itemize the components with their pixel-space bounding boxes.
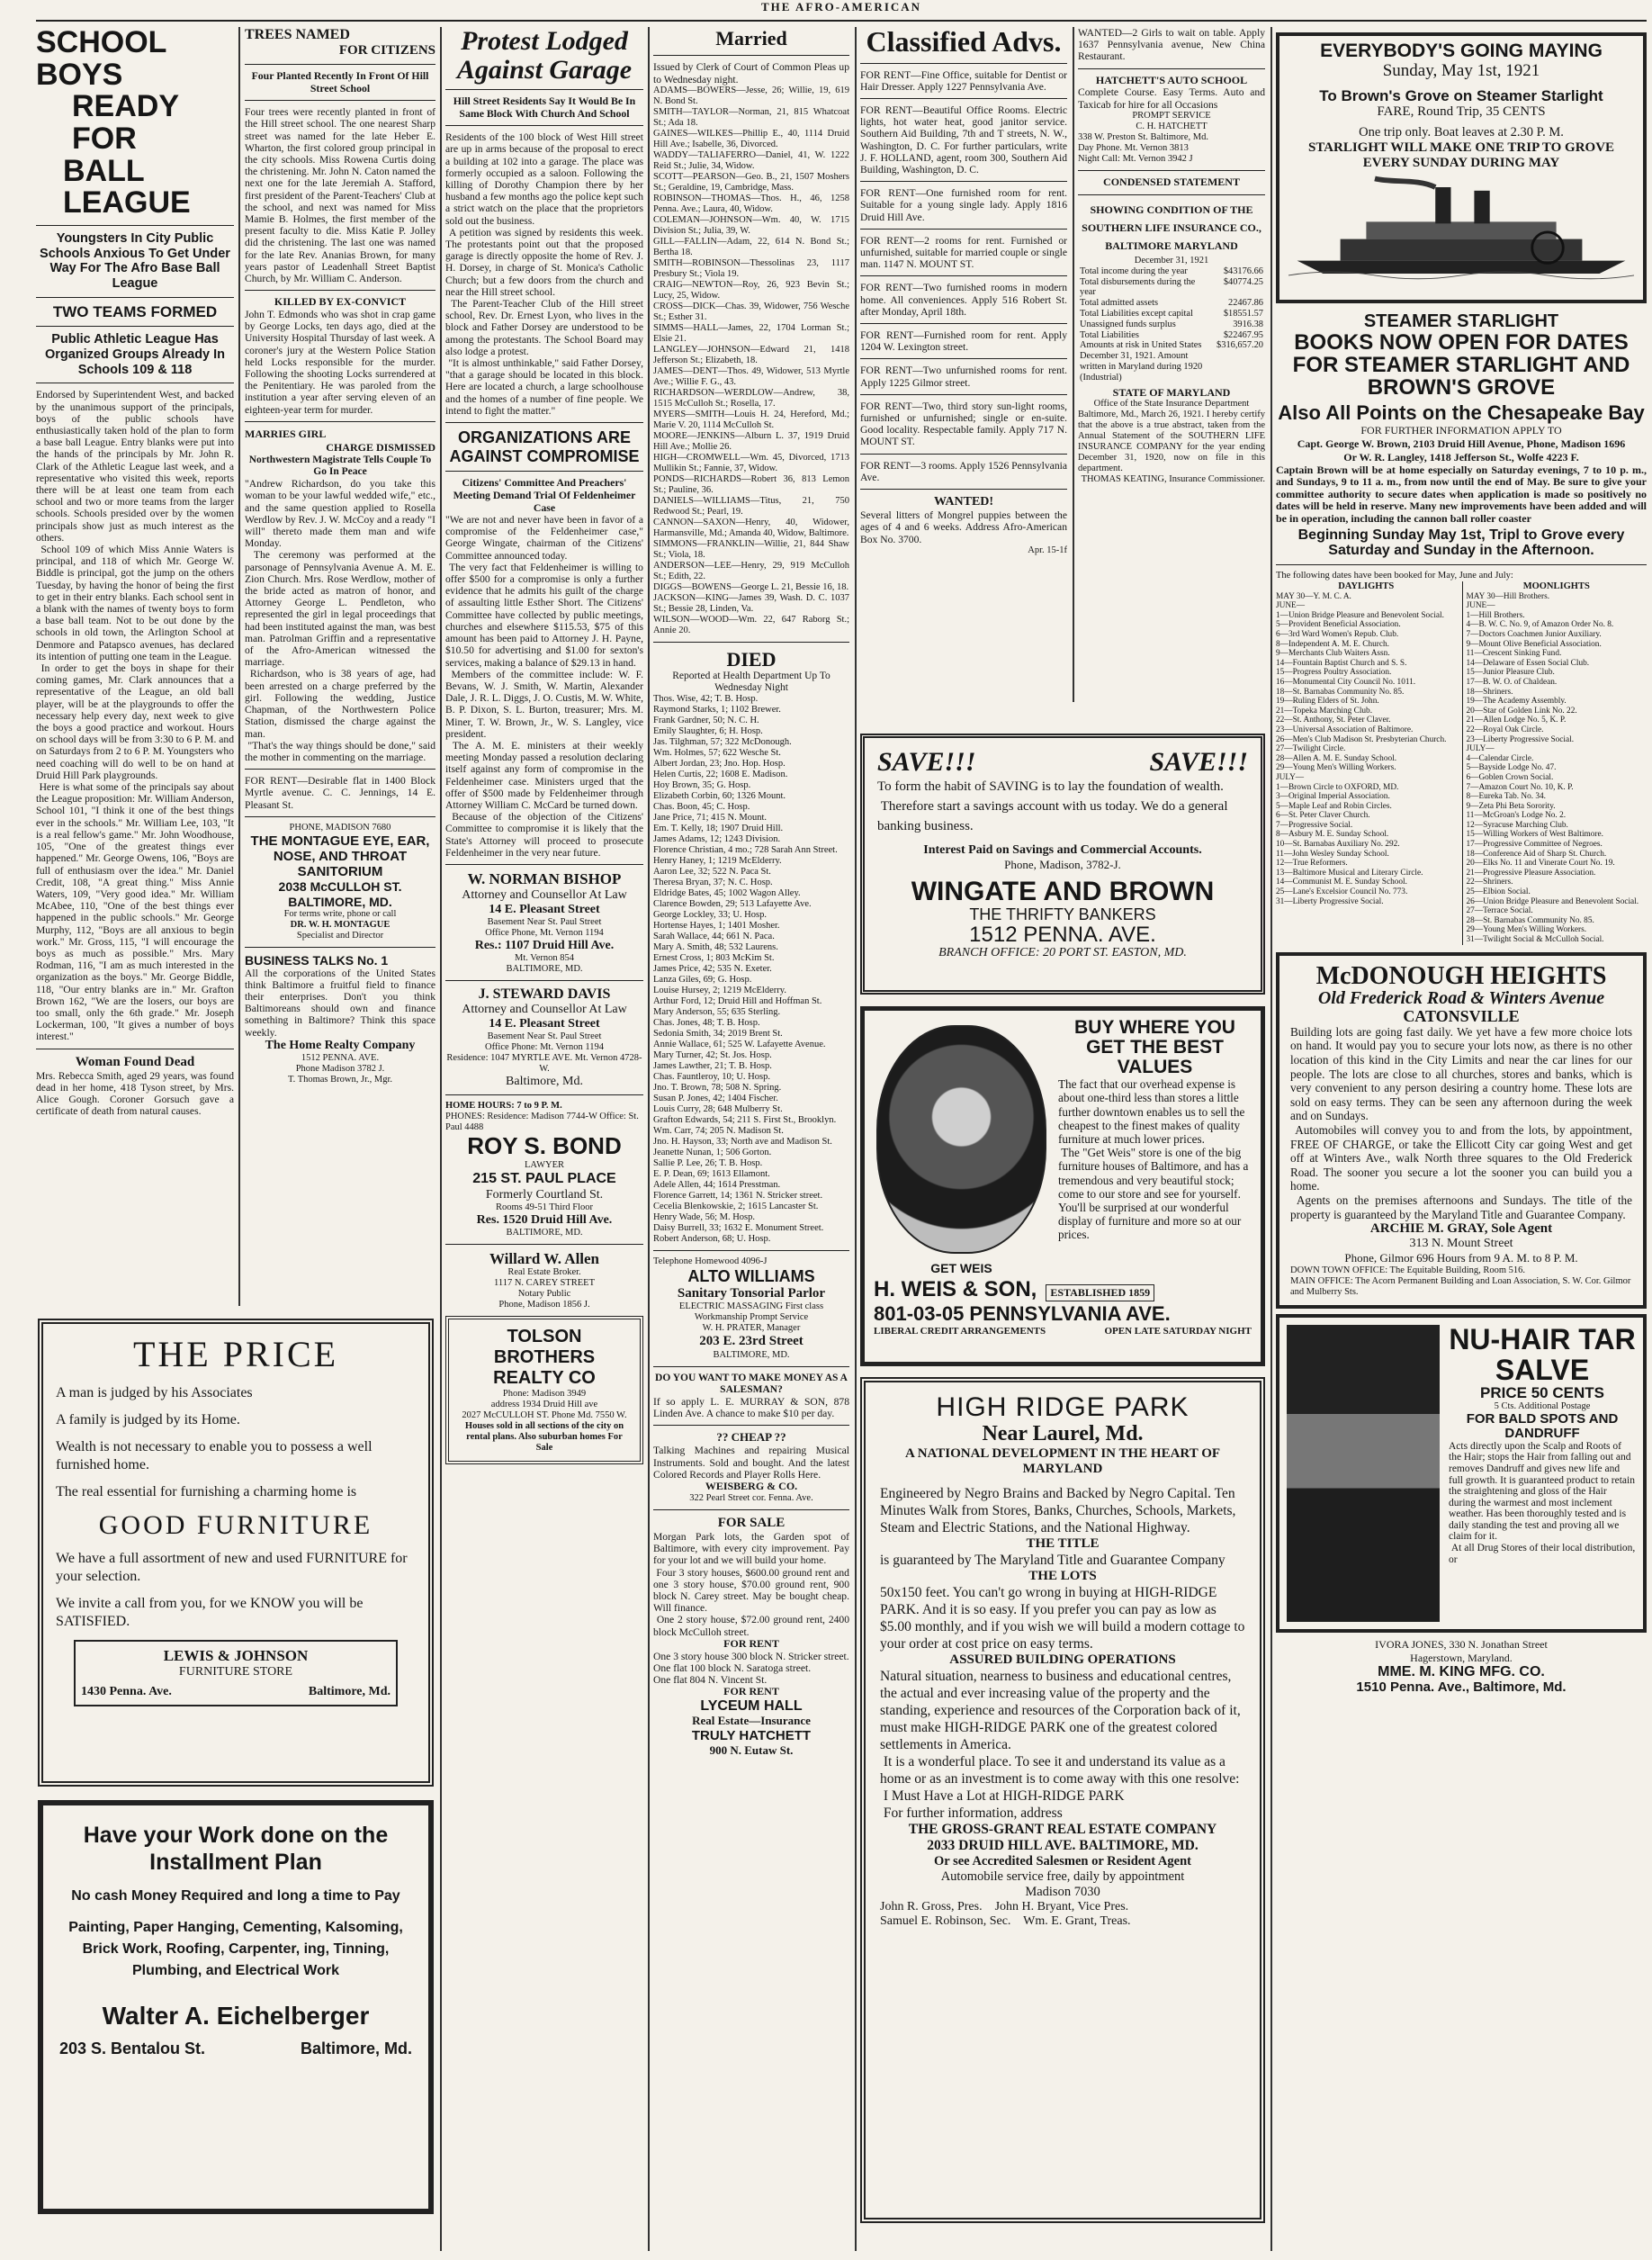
- gross-grant-or: Or see Accredited Salesmen or Resident Agent: [934, 1853, 1191, 1868]
- steamer-also: Also All Points on the Chesapeake Bay: [1278, 401, 1645, 425]
- table-row: Unassigned funds surplus 3916.38: [1080, 319, 1263, 329]
- statement-certify: Baltimore, Md., March 26, 1921. I hereby certify that the above is a true abstract, taken from the Annual Statement of the SOUTHERN LIFE INSURANCE COMPANY for the year ending December 31, 1920, now on file in this department.: [1078, 410, 1268, 474]
- eichelberger-name: Walter A. Eichelberger: [102, 2002, 370, 2030]
- statement-table: [1078, 266, 1265, 383]
- weis-headline: BUY WHERE YOU GET THE BEST VALUES: [1074, 1017, 1235, 1078]
- maying-will: STARLIGHT WILL MAKE ONE TRIP TO GROVE: [1307, 140, 1615, 155]
- alto-title: Sanitary Tonsorial Parlor: [677, 1286, 826, 1301]
- mcdonough-sub: Old Frederick Road & Winters Avenue: [1317, 988, 1605, 1008]
- died-intro: Reported at Health Department Up To Wednesday Night: [672, 671, 830, 694]
- bishop-title: Attorney and Counsellor At Law: [462, 887, 627, 902]
- died-list: Thos. Wise, 42; T. B. Hosp. Raymond Starks, 1; 1102 Brewer. Frank Gardner, 50; N. C. H. Emily Slaughter, 6; H. Hosp. Jas. Tilghman, 57; 322 McDonough. Wm. Holmes, 57; 622 Wesche St. Albert Jordan, 23; Jno. Hop. Hosp. Helen Curtis, 22; 1608 E. Madison. Hoy Brown, 35; G. Hosp. Elizabeth Corbin, 60; 1326 Mount. Chas. Boon, 45; C. Hosp. Jane Price, 71; 415 N. Mount. Em. T. Kelly, 18; 1907 Druid Hill. James Adams, 12; 1243 Division. Florence Christian, 4 mo.; 728 Sarah Ann Street. Henry Haney, 1; 1219 McElderry. Aaron Lee, 32; 522 N. Paca St. Theresa Bryan, 37; N. C. Hosp. Eldridge Bates, 45; 1002 Wagon Alley. Clarence Bowden, 29; 513 Lafayette Ave. George Lockley, 33; U. Hosp. Hortense Hayes, 1; 1401 Mosher. Sarah Wallace, 44; 661 N. Paca. Mary A. Smith, 48; 532 Laurens. Ernest Cross, 1; 803 McKim St. James Price, 42; 535 N. Exeter. Lanza Giles, 69; G. Hosp. Louise Hursey, 2; 1219 McElderry. Arthur Ford, 12; Druid Hill and Hoffman St. Mary Anderson, 55; 635 Sterling. Chas. Jones, 48; T. B. Hosp. Sedonia Smith, 34; 2019 Brent St. Annie Wallace, 61; 525 W. Lafayette Avenue. Mary Turner, 42; St. Jos. Hosp. James Lawther, 21; T. B. Hosp. Chas. Fauntleroy, 10; U. Hosp. Jno. T. Brown, 78; 508 N. Spring. Susan P. Jones, 42; 1404 Fischer. Louis Curry, 28; 648 Mulberry St. Grafton Edwards, 54; 211 S. First St., Brooklyn. Wm. Carr, 74; 205 N. Madison St. Jno. H. Hayson, 33; North ave and Madison St. Jeanette Nunan, 1; 506 Gorton. Sallie P. Lee, 26; T. B. Hosp. E. P. Dean, 69; 1613 Ellamont. Adele Allen, 44; 1614 Presstman. Florence Garrett, 14; 1361 N. Stricker street. Cecelia Blenkowskie, 2; 1615 Lancaster St. Henry Wade, 56; M. Hosp. Daisy Burrell, 33; 1632 E. Monument Street. Robert Anderson, 68; U. Hosp.: [653, 694, 838, 1245]
- nu-hair-body: Acts directly upon the Scalp and Roots of the Hair; stops the Hair from falling out and removes Dandruff and gives new life and full growth. It is guaranteed product to retain the straightening and gloss of the Hair during the warmest and most inclement weather. Has been thoroughly tested and is daily standing the test and proving all we claim for it. At all Drug Stores of their local distribution, or: [1449, 1440, 1636, 1565]
- steamer-begin: Beginning Sunday May 1st, Tripl to Grove every Saturday and Sunday in the Afternoon.: [1297, 527, 1625, 558]
- classified-ad: FOR RENT—Fine Office, suitable for Dentist or Hair Dresser. Apply 1227 Pennsylvania Ave.: [860, 68, 1070, 93]
- allen-notary: Notary Public: [517, 1289, 571, 1300]
- marries-deck: Northwestern Magistrate Tells Couple To Go In Peace: [248, 454, 432, 478]
- alto-city: BALTIMORE, MD.: [713, 1349, 790, 1360]
- tolson-name: TOLSON BROTHERS REALTY CO: [493, 1327, 596, 1389]
- hatchett-service: PROMPT SERVICE: [1132, 110, 1211, 121]
- bishop-address: 14 E. Pleasant Street: [489, 902, 600, 916]
- bond-hours: HOME HOURS: 7 to 9 P. M.: [445, 1101, 562, 1112]
- good-furniture: GOOD FURNITURE: [98, 1510, 373, 1540]
- davis-name: J. STEWARD DAVIS: [478, 986, 611, 1002]
- save-phone: Phone, Madison, 3782-J.: [1004, 858, 1121, 872]
- mcdonough-headline: McDONOUGH HEIGHTS: [1315, 961, 1607, 990]
- organizations-deck: Citizens' Committee And Preachers' Meeting Demand Trial Of Feldenheimer Case: [453, 476, 636, 514]
- price-line: A family is judged by its Home.: [56, 1412, 240, 1427]
- woman-portrait: [1287, 1325, 1440, 1622]
- tolson-ad: [445, 1316, 643, 1464]
- mcdonough-town: CATONSVILLE: [1403, 1007, 1520, 1025]
- high-ridge-p4: Natural situation, nearness to business and educational centres, the actual and ever increasing value of the property and the standing, experience and resources of the Corporation back of it, must make HIGH-RIDGE PARK one of the greatest colored settlements in America. It is a wonderful place. To see it and understand its value as a home or as an investment is to come away with this one resolve: I Must Have a Lot at HIGH-RIDGE PARK For further information, address: [880, 1669, 1241, 1822]
- davis-title: Attorney and Counsellor At Law: [462, 1003, 627, 1017]
- marries-headline: MARRIES GIRL: [245, 427, 327, 440]
- nu-hair-price: PRICE 50 CENTS: [1480, 1384, 1604, 1402]
- hatchett-day-phone: Day Phone. Mt. Vernon 3813: [1078, 142, 1189, 153]
- home-realty-phone: Phone Madison 3782 J.: [295, 1063, 385, 1074]
- bishop-residence: Res.: 1107 Druid Hill Ave.: [474, 938, 615, 952]
- mcdonough-address: 313 N. Mount Street: [1409, 1237, 1513, 1251]
- steamer-body: Captain Brown will be at home especially on Saturday evenings, 7 to 10 p. m., and Sundays, 9 to 11 a. m., from now until the end of May. Be sure to give your committee authority to secure dates when application is made so positively no dates will be held in reserve. Many new improvements have been added and will be in operation, including the cannon ball roller coaster: [1276, 463, 1649, 525]
- weisberg-name: WEISBERG & CO.: [705, 1480, 798, 1493]
- home-realty-address: 1512 PENNA. AVE.: [301, 1052, 380, 1063]
- mcdonough-agent: ARCHIE M. GRAY, Sole Agent: [1369, 1221, 1553, 1237]
- classified-ad: FOR RENT—Beautiful Office Rooms. Electric lights, hot water heat, good janitor service. Southern Aid Building, 7th and T streets, N. W., Washington, D. C. For further particulars, write J. F. HOLLAND, agent, room 300, Southern Aid Building, Washington, D. C.: [860, 104, 1070, 176]
- trees-headline: TREES NAMED: [245, 27, 350, 42]
- alto-manager: W. H. PRATER, Manager: [702, 1323, 801, 1334]
- school-boys-deck: Youngsters In City Public Schools Anxious To Get Under Way For The Afro Base Ball League: [40, 231, 230, 292]
- lyceum-sub: Real Estate—Insurance: [692, 1714, 811, 1728]
- hatchett-night-phone: Night Call: Mt. Vernon 3942 J: [1078, 153, 1193, 164]
- mcdonough-downtown: DOWN TOWN OFFICE: The Equitable Building, Room 516.: [1290, 1265, 1526, 1276]
- woman-found-dead-article: Mrs. Rebecca Smith, aged 29 years, was found dead in her home, 418 Tyson street, by Mrs. Alice Gough. Coroner Gorsuch gave a certificate of death from natural causes.: [36, 1069, 237, 1118]
- wanted-body: Several litters of Mongrel puppies between the ages of 4 and 6 weeks. Address Afro-American Box No. 3700.: [860, 509, 1070, 545]
- nu-hair-ad: [1276, 1314, 1647, 1633]
- store-name: LEWIS & JOHNSON: [163, 1647, 309, 1664]
- for-rent-flat: FOR RENT—Desirable flat in 1400 Block Myrtle avenue. C. C. Jennings, 14 E. Pleasant St.: [245, 775, 438, 811]
- maying-every: EVERY SUNDAY DURING MAY: [1362, 155, 1560, 170]
- high-ridge-sub: Near Laurel, Md.: [982, 1421, 1144, 1445]
- save-branch: BRANCH OFFICE: 20 PORT ST. EASTON, MD.: [938, 945, 1187, 959]
- protest-headline: Protest Lodged Against Garage: [456, 26, 633, 85]
- high-ridge-p3: 50x150 feet. You can't go wrong in buying at HIGH-RIDGE PARK. And it is so easy. If you prefer you can pay as low as $5.00 monthly, and if you wish we will build a modern cottage to your order at cost price on easy terms.: [880, 1585, 1245, 1652]
- classified-ad: FOR RENT—2 rooms for rent. Furnished or unfurnished, suitable for married couple or single man. 1147 N. MOUNT ST.: [860, 234, 1070, 271]
- lyceum-address: 900 N. Eutaw St.: [709, 1742, 794, 1757]
- gross-grant-phone: Madison 7030: [1025, 1884, 1100, 1899]
- mcdonough-ad: [1276, 952, 1647, 1310]
- classified-ad: FOR RENT—Two unfurnished rooms for rent. Apply 1225 Gilmor street.: [860, 365, 1070, 389]
- moonlights-head: MOONLIGHTS: [1522, 581, 1590, 591]
- wingate-brown-name: WINGATE AND BROWN: [911, 877, 1215, 907]
- marries-article: "Andrew Richardson, do you take this woman to be your lawful wedded wife," etc., and the same question applied to Rosella Werdlow by Rev. J. W. McCoy and a ready "I will" thereto made them man and wife Monday. The ceremony was performed at the parsonage of Pennsylvania Avenue A. M. E. Zion Church. Mrs. Rose Werdlow, mother of the bride acted as matron of honor, and Attorney George L. Pendleton, who represented the girl in legal proceedings that had been instituted against the man, was best man. Patrolman Griffin and a representative of the Afro-American witnessed the marriage. Richardson, who is 38 years of age, had been arrested on a charge preferred by the girl. Following the wedding, Justice Chapman, of the Northwestern Police Station, dismissed the charge against the man. "That's the way things should be done," said the mother in commenting on the marriage.: [245, 478, 435, 763]
- steamer-captain: Capt. George W. Brown, 2103 Druid Hill Avenue, Phone, Madison 1696: [1297, 437, 1626, 450]
- trees-article: Four trees were recently planted in front of the Hill street school. The one nearest Sharp street was named for the late Heber E. Wharton, the first colored group principal in the city schools. Miss Rowena Curtis doing the christening. Mr. John N. Caton named the next one for the late Jeremiah A. Stafford, first president of the Parent-Teachers' Club at the school, and next was named for Miss Mamie B. Holmes, the first member of the present faculty to die. Miss Katie P. Jolley did the christening. The last one was named for the late Rev. Ananias Brown, for many years pastor of Leadenhall Street Baptist Church, by Mr. William C. Anderson.: [245, 106, 438, 284]
- statement-signature: THOMAS KEATING, Insurance Commissioner.: [1081, 474, 1265, 485]
- classified-ad: FOR RENT—Two, third story sun-light rooms, furnished or unfurnished; single or en-suite. Good locality. Respectable family. Apply 717 N. MOUNT ST.: [860, 400, 1070, 448]
- price-line: We have a full assortment of new and used FURNITURE for your selection.: [56, 1551, 408, 1584]
- dates-intro: The following dates have been booked for May, June and July:: [1276, 570, 1513, 581]
- gross-grant-name: THE GROSS-GRANT REAL ESTATE COMPANY: [908, 1822, 1217, 1838]
- daylights-list: MAY 30—Y. M. C. A. JUNE— 1—Union Bridge Pleasure and Benevolent Social. 5—Provident Beneficial Association. 6—3rd Ward Women's Repub. Club. 8—Independent A. M. E. Church. 9—Merchants Club Waiters Assn. 14—Fountain Baptist Church and S. S. 15—Progress Poultry Association. 16—Monumental City Council No. 1011. 18—St. Barnabas Community No. 85. 19—Ruling Elders of St. John. 21—Topeka Marching Club. 22—St. Anthony, St. Peter Claver. 23—Universal Association of Baltimore. 26—Men's Club Madison St. Presbyterian Church. 27—Twilight Circle. 28—Allen A. M. E. Sunday School. 29—Young Men's Willing Workers. JULY— 1—Brown Circle to OXFORD, MD. 3—Original Imperial Association. 5—Maple Leaf and Robin Circles. 6—St. Peter Claver Church. 7—Progressive Social. 8—Asbury M. E. Sunday School. 10—St. Barnabas Auxiliary No. 292. 11—John Wesley Sunday School. 12—True Reformers. 13—Baltimore Musical and Literary Circle. 14—Communist M. E. Sunday School. 25—Lane's Excelsior Council No. 773. 31—Liberty Progressive Social.: [1276, 591, 1447, 906]
- business-talks-body: All the corporations of the United States think Baltimore a fruitful field to finance their enterprises. Don't you think Baltimoreans should own and finance something in Baltimore? Think this space weekly.: [245, 967, 438, 1039]
- column-7: [1276, 27, 1647, 2251]
- table-row: Total income during the year $43176.66: [1080, 266, 1263, 276]
- mcdonough-main: MAIN OFFICE: The Acorn Permanent Building and Loan Association, S. W. Cor. Gilmor and Mulberry Sts.: [1290, 1276, 1631, 1298]
- salesman-headline: DO YOU WANT TO MAKE MONEY AS A SALESMAN?: [655, 1372, 848, 1395]
- wanted-date: Apr. 15-1f: [1028, 545, 1067, 555]
- cheap-headline: ?? CHEAP ??: [716, 1430, 786, 1445]
- lyceum-name: LYCEUM HALL: [700, 1698, 803, 1715]
- table-row: Amounts at risk in United States December 31, 1921. Amount written in Maryland during 1920 (Industrial) $316,657.20: [1080, 340, 1263, 383]
- statement-show: SHOWING CONDITION OF THE SOUTHERN LIFE INSURANCE CO., BALTIMORE MARYLAND: [1082, 203, 1261, 253]
- weis-established: ESTABLISHED 1859: [1046, 1284, 1154, 1301]
- montague-city: BALTIMORE, MD.: [288, 894, 392, 909]
- the-price-title: THE PRICE: [132, 1334, 339, 1374]
- nu-hair-for: FOR BALD SPOTS AND DANDRUFF: [1466, 1411, 1619, 1441]
- bond-former: Formerly Courtland St.: [485, 1187, 604, 1202]
- gross-grant-auto: Automobile service free, daily by appointment: [940, 1868, 1185, 1884]
- price-line: The real essential for furnishing a charming home is: [56, 1484, 357, 1499]
- moonlights-list: MAY 30—Hill Brothers. JUNE— 1—Hill Brothers. 4—B. W. C. No. 9, of Amazon Order No. 8. 7—Doctors Coachmen Junior Auxiliary. 9—Mount Olive Beneficial Association. 11—Crescent Sinking Fund. 14—Delaware of Essen Social Club. 15—Junior Pleasure Club. 17—B. W. O. of Chaldean. 18—Shriners. 19—The Academy Assembly. 20—Star of Golden Link No. 22. 21—Allen Lodge No. 5, K. P. 22—Royal Oak Circle. 23—Liberty Progressive Social. JULY— 4—Calendar Circle. 5—Bayside Lodge No. 47. 6—Goblen Crown Social. 7—Amazon Court No. 10, K. P. 8—Eureka Tab. No. 34. 9—Zeta Phi Beta Sorority. 11—McGroan's Lodge No. 2. 12—Syracuse Marching Club. 15—Willing Workers of West Baltimore. 17—Progressive Committee of Negroes. 18—Conference Aid of Sharp St. Church. 20—Elks No. 11 and Vinerate Court No. 19. 21—Progressive Pleasure Association. 22—Shriners. 25—Elbion Social. 26—Union Bridge Pleasure and Benevolent Social. 27—Terrace Social. 28—St. Barnabas Community No. 85. 29—Young Men's Willing Workers. 31—Twilight Social & McCulloh Social.: [1466, 591, 1639, 945]
- trees-subhead: FOR CITIZENS: [338, 43, 435, 58]
- protest-deck: Hill Street Residents Say It Would Be In Same Block With Church And School: [453, 95, 636, 120]
- price-line: Wealth is not necessary to enable you to possess a well furnished home.: [56, 1439, 373, 1472]
- price-line: We invite a call from you, for we KNOW you will be SATISFIED.: [56, 1596, 364, 1629]
- bond-address: 215 ST. PAUL PLACE: [472, 1171, 616, 1187]
- trees-deck: Four Planted Recently In Front Of Hill Street School: [251, 69, 429, 95]
- classified-ad: FOR RENT—One furnished room for rent. Suitable for a young single lady. Apply 1816 Druid Hill Ave.: [860, 187, 1070, 223]
- married-list: ADAMS—BOWERS—Jesse, 26; Willie, 19, 619 N. Bond St. SMITH—TAYLOR—Norman, 21, 815 Whatcoat St.; Ada 18. GAINES—WILKES—Phillip E., 40, 1114 Druid Hill Ave.; Isabelle, 36, Divorced. WADDY—TALIAFERRO—Daniel, 41, W. 1222 Reid St.; Julie, 34, Widow. SCOTT—PEARSON—Geo. B., 21, 1507 Moshers St.; Geraldine, 19, Cambridge, Mass. ROBINSON—THOMAS—Thos. H., 46, 1258 Penna. Ave.; Laura, 40, Widow. COLEMAN—JOHNSON—Wm. 40, W. 1715 Division St.; Julia, 39, W. GILL—FALLIN—Adam, 22, 614 N. Bond St.; Bertha 18. SMITH—ROBINSON—Thessolinas 23, 1117 Presbury St.; Viola 19. CRAIG—NEWTON—Roy, 26, 923 Bevin St.; Lucy, 25, Widow. CROSS—DICK—Chas. 39, Widower, 756 Wesche St.; Esther 31. SIMMS—HALL—James, 22, 1704 Lorman St.; Elsie 21. LANGLEY—JOHNSON—Edward 21, 1418 Jefferson St.; Elizabeth, 18. JAMES—DENT—Thos. 49, Widower, 513 Myrtle Ave.; Willie F. G., 43. RICHARDSON—WERDLOW—Andrew, 38, 1515 McCulloh St.; Rosella, 17. MYERS—SMITH—Louis H. 24, Hereford, Md.; Marie V. 20, 1114 McCulloh St. MOORE—JENKINS—Alburn L. 37, 1919 Druid Hill Ave.; Mollie 26. HIGH—CROMWELL—Wm. 45, Divorced, 1713 Mullikin St.; Fannie, 37, Widow. PONDS—RICHARDS—Robert 36, 813 Lemon St.; Pauline, 36. DANIELS—WILLIAMS—Titus, 21, 750 Redwood St.; Pearl, 19. CANNON—SAXON—Henry, 40, Widower, Harmansville, Md.; Amanda 40, Widow, Baltimore. SIMMONS—FRANKLIN—Willie, 21, 844 Shaw St.; Viola, 18. ANDERSON—LEE—Henry, 29, 919 McCulloh St.; Edith, 22. DIGGS—BOWENS—George L. 21, Bessie 16, 18. JACKSON—KING—James 39, Wash. D. C. 1037 St.; Bessie 28, Linden, Va. WILSON—WOOD—Wm. 22, 647 Raborg St.; Annie 20.: [653, 85, 849, 635]
- statement-state: STATE OF MARYLAND: [1112, 385, 1231, 399]
- athletic-league-deck: Public Athletic League Has Organized Groups Already In Schools 109 & 118: [44, 332, 226, 377]
- price-line: A man is judged by his Associates: [56, 1385, 253, 1400]
- thrifty-bankers: THE THRIFTY BANKERS: [969, 905, 1156, 923]
- bond-phones: PHONES: Residence: Madison 7744-W Office: St. Paul 4488: [445, 1112, 639, 1133]
- alto-phone: Telephone Homewood 4096-J: [653, 1256, 768, 1267]
- bishop-city: BALTIMORE, MD.: [506, 963, 583, 974]
- business-talks-headline: BUSINESS TALKS No. 1: [245, 952, 389, 968]
- bishop-residence-phone: Mt. Vernon 854: [514, 952, 574, 963]
- high-ridge-lots: THE LOTS: [1028, 1568, 1097, 1583]
- weis-open-late: OPEN LATE SATURDAY NIGHT: [1104, 1326, 1252, 1337]
- woman-found-dead-headline: Woman Found Dead: [75, 1054, 195, 1069]
- maying-to: To Brown's Grove on Steamer Starlight: [1319, 87, 1603, 105]
- bond-name: ROY S. BOND: [467, 1132, 622, 1160]
- lyceum-agent: TRULY HATCHETT: [691, 1728, 812, 1744]
- save-interest: Interest Paid on Savings and Commercial Accounts.: [923, 843, 1202, 858]
- weisberg-address: 322 Pearl Street cor. Fenna. Ave.: [689, 1492, 813, 1503]
- weis-credit: LIBERAL CREDIT ARRANGEMENTS: [874, 1326, 1046, 1337]
- killed-article: John T. Edmonds who was shot in crap game by George Locks, ten days ago, died at the University Hospital Thursday of last week. A coroner's jury at the Western Police Station held Locks responsible for the murder. Following the shooting Locks surrendered at the Penitentiary. He was paroled from the institution a year after serving eleven of an eighteen-year term for murder.: [245, 308, 438, 416]
- nu-hair-headline: NU-HAIR TAR SALVE: [1449, 1323, 1636, 1386]
- alto-name: ALTO WILLIAMS: [687, 1267, 815, 1286]
- installment-services: Painting, Paper Hanging, Cementing, Kalsoming, Brick Work, Roofing, Carpenter, ing, Tinning, Plumbing, and Electrical Work: [68, 1920, 403, 1978]
- davis-residence: Residence: 1047 MYRTLE AVE. Mt. Vernon 4728-W.: [446, 1053, 642, 1075]
- classified-ad: FOR RENT—Furnished room for rent. Apply 1204 W. Lexington street.: [860, 329, 1070, 354]
- lyceum-rent: FOR RENT: [723, 1685, 779, 1698]
- bishop-office-phone: Office Phone, Mt. Vernon 1194: [485, 927, 604, 938]
- column-6: [1078, 27, 1268, 729]
- organizations-headline: ORGANIZATIONS ARE AGAINST COMPROMISE: [449, 428, 640, 465]
- weis-address: 801-03-05 PENNSYLVANIA AVE.: [874, 1302, 1171, 1325]
- save-head-right: SAVE!!!: [1149, 747, 1248, 777]
- maying-fare: FARE, Round Trip, 35 CENTS: [1377, 104, 1546, 119]
- high-ridge-park-ad: [860, 1377, 1265, 2223]
- high-ridge-p2: is guaranteed by The Maryland Title and Guarantee Company: [880, 1552, 1226, 1568]
- daylights-head: DAYLIGHTS: [1338, 581, 1395, 591]
- montague-spec: Specialist and Director: [296, 930, 384, 941]
- high-ridge-assured: ASSURED BUILDING OPERATIONS: [949, 1652, 1176, 1668]
- column-3: [445, 27, 643, 2251]
- maying-trip: One trip only. Boat leaves at 2.30 P. M.: [1359, 124, 1564, 140]
- hatchett-body: Complete Course. Easy Terms. Auto and Taxicab for hire for all Occasions: [1078, 86, 1268, 111]
- eichelberger-address: 203 S. Bentalou St.: [59, 2039, 206, 2057]
- montague-doctor: DR. W. H. MONTAGUE: [290, 919, 391, 930]
- davis-basement: Basement Near St. Paul Street: [487, 1031, 602, 1042]
- lewis-johnson-box: [74, 1640, 398, 1706]
- maying-ad: [1276, 32, 1647, 303]
- nu-hair-address: 1510 Penna. Ave., Baltimore, Md.: [1356, 1679, 1567, 1695]
- wanted-headline: WANTED!: [933, 495, 994, 509]
- steamer-illustration: [1288, 176, 1634, 284]
- steamer-for: FOR STEAMER STARLIGHT AND BROWN'S GROVE: [1292, 353, 1630, 401]
- weis-name: H. WEIS & SON,: [874, 1277, 1037, 1301]
- organizations-article: "We are not and never have been in favor of a compromise of the Feldenheimer case," George Wingate, chairman of the Citizens' Committee announced today. The very fact that Feldenheimer is willing to offer $500 for a compromise is only a further evidence that he admits his guilt of the charge of assaulting little Esther Short. The Citizens' Committee have collected by public meetings, churches and elsewhere $115.53, $75 of this amount has been paid to Attorney J. H. Payne, $10.50 for advertising and $1.00 for sexton's services, making a balance of $29.13 in hand. Members of the committee include: W. F. Bevans, W. J. Smith, W. Martin, Alexander Dale, J. R. L. Diggs, J. O. Custis, M. W. White, B. P. Dixon, S. L. Burton, treasurer; Mrs. M. Miner, T. W. Brown, Jr., W. S. Langley, vice president. The A. M. E. ministers at their weekly meeting Monday passed a resolution declaring itself against any form of compromise in the Feldenheimer case. Ministers urged that the offer of $500 made by Feldenheimer through Attorney William C. McCard be turned down. Because of the objection of the Citizens' Committee to compromise it is likely that the State's Attorney will proceed to prosecute Feldenheimer in the very near future.: [445, 514, 644, 859]
- store-city: Baltimore, Md.: [308, 1685, 391, 1698]
- cheap-body: Talking Machines and repairing Musical Instruments. Sold and bought. And the latest Colored Records and Player Rolls Here.: [653, 1445, 852, 1481]
- classified-headline: Classified Advs.: [866, 25, 1062, 58]
- wanted-girls-ad: WANTED—2 Girls to wait on table. Apply 1637 Pennsylvania avenue, New China Restaurant.: [1078, 27, 1268, 63]
- classified-ad: FOR RENT—Two furnished rooms in modern home. All conveniences. Apply 516 Robert St. after Monday, April 18th.: [860, 282, 1070, 318]
- eichelberger-city: Baltimore, Md.: [300, 2039, 412, 2057]
- home-realty-manager: T. Thomas Brown, Jr., Mgr.: [288, 1074, 392, 1085]
- installment-plan-ad: [38, 1800, 434, 2214]
- steamer-info: FOR FURTHER INFORMATION APPLY TO: [1360, 423, 1562, 437]
- get-weis-badge: GET WEIS: [930, 1261, 992, 1275]
- maying-headline: EVERYBODY'S GOING MAYING: [1320, 41, 1603, 61]
- for-rent-body: One 3 story house 300 block N. Stricker street. One flat 100 block N. Saratoga street. One flat 804 N. Vincent St.: [653, 1650, 849, 1687]
- bond-title: LAWYER: [524, 1160, 565, 1171]
- home-realty-name: The Home Realty Company: [265, 1038, 416, 1052]
- mcdonough-phone: Phone, Gilmor 696 Hours from 9 A. M. to 8 P. M.: [1344, 1251, 1578, 1265]
- killed-headline: KILLED BY EX-CONVICT: [274, 295, 407, 309]
- bond-city: BALTIMORE, MD.: [506, 1227, 583, 1238]
- montague-phone: PHONE, MADISON 7680: [289, 822, 391, 833]
- the-price-ad: [38, 1319, 434, 1787]
- column-5: [860, 25, 1070, 729]
- save-address: 1512 PENNA. AVE.: [969, 922, 1156, 947]
- allen-title: Real Estate Broker.: [507, 1267, 581, 1278]
- gross-grant-officers: John R. Gross, Pres. John H. Bryant, Vice Pres. Samuel E. Robinson, Sec. Wm. E. Grant, Treas.: [880, 1899, 1131, 1928]
- alto-address: 203 E. 23rd Street: [699, 1334, 804, 1349]
- for-sale-body: Morgan Park lots, the Garden spot of Baltimore, with every city improvement. Pay for your lot and we will build your home. Four 3 story houses, $600.00 ground rent and one 3 story house, $70.00 ground rent, 900 block N. Carey street. May be bought cheap. Will finance. One 2 story house, $72.00 ground rent, 2400 block McCulloh street.: [653, 1531, 850, 1638]
- installment-sub: No cash Money Required and long a time to Pay: [71, 1888, 400, 1904]
- hatchett-headline: HATCHETT'S AUTO SCHOOL: [1095, 73, 1248, 86]
- married-intro: Issued by Clerk of Court of Common Pleas up to Wednesday night.: [653, 61, 852, 86]
- marries-subhead: CHARGE DISMISSED: [326, 440, 435, 454]
- weis-body: The fact that our overhead expense is about one-third less than stores a little further downtown enables us to sell the cheapest to the finest makes of quality furniture at much lower prices. The "Get Weis" store is one of the big furniture houses of Baltimore, and has a tremendous and very beautiful stock; come to our store and see for yourself. You'll be surprised at our wonderful display of furniture and more so at our prices.: [1058, 1077, 1249, 1242]
- bond-residence: Res. 1520 Druid Hill Ave.: [476, 1212, 613, 1227]
- allen-address: 1117 N. CAREY STREET: [494, 1278, 595, 1289]
- davis-address: 14 E. Pleasant Street: [489, 1017, 600, 1031]
- montague-address: 2038 McCULLOH ST.: [278, 879, 402, 895]
- allen-phone: Phone, Madison 1856 J.: [498, 1300, 590, 1310]
- davis-office-phone: Office Phone: Mt. Vernon 1194: [485, 1042, 604, 1053]
- installment-title: Have your Work done on the Installment Plan: [83, 1823, 389, 1875]
- protest-article: Residents of the 100 block of West Hill street are up in arms because of the proposal to erect a building at 102 into a garage. The place was formerly occupied as a saloon. Following the killing of Dorothy Champion there by her husband a few months ago the police kept such a strict watch on the place that the proprietors sold out the business. A petition was signed by residents this week. The protestants point out that the proposed garage is directly opposite the home of Rev. J. H. Dorsey, in charge of St. Monica's Catholic Church; but a few doors from the church and near the Hill street school. The Parent-Teacher Club of the Hill street school, Rev. Dr. Ernest Lyon, who lives in the block and Father Dorsey are understood to be among the protestants. The School Board may also lodge a protest. "It is almost unthinkable," said Father Dorsey, "that a garage should be located in this block. Here are located a church, a large schoolhouse and the homes of a number of fine people. We intend to fight the matter.": [445, 131, 644, 417]
- high-ridge-sub2: A NATIONAL DEVELOPMENT IN THE HEART OF MARYLAND: [904, 1446, 1221, 1477]
- two-teams-deck: TWO TEAMS FORMED: [52, 302, 218, 320]
- column-2: [245, 27, 438, 1306]
- davis-city: Baltimore, Md.: [506, 1075, 583, 1089]
- store-address: 1430 Penna. Ave.: [81, 1685, 172, 1698]
- montague-name: THE MONTAGUE EYE, EAR, NOSE, AND THROAT SANITORIUM: [250, 833, 430, 880]
- high-ridge-p1: Engineered by Negro Brains and Backed by Negro Capital. Ten Minutes Walk from Stores, Banks, Churches, Schools, Markets, Steam and Electric Stations, and the National Highway.: [880, 1485, 1236, 1535]
- table-row: Total Liabilities except capital $18551.57: [1080, 308, 1263, 319]
- column-4: [653, 27, 852, 2251]
- bishop-basement: Basement Near St. Paul Street: [487, 916, 602, 927]
- steamer-langley: Or W. R. Langley, 1418 Jefferson St., Wolfe 4223 F.: [1343, 450, 1579, 464]
- tolson-address-2: 2027 McCULLOH ST. Phone Md. 7550 W.: [462, 1410, 627, 1421]
- store-type: FURNITURE STORE: [178, 1665, 293, 1679]
- statement-headline: CONDENSED STATEMENT: [1103, 175, 1240, 188]
- married-headline: Married: [715, 27, 787, 50]
- bond-rooms: Rooms 49-51 Third Floor: [495, 1202, 594, 1212]
- hatchett-name: C. H. HATCHETT: [1136, 121, 1208, 131]
- steamer-books: BOOKS NOW OPEN FOR DATES: [1294, 329, 1629, 355]
- save-head-left: SAVE!!!: [877, 747, 976, 777]
- for-rent-headline: FOR RENT: [723, 1636, 779, 1650]
- died-headline: DIED: [726, 647, 777, 671]
- statement-date: December 31, 1921: [1134, 255, 1209, 266]
- gross-grant-address: 2033 DRUID HILL AVE. BALTIMORE, MD.: [927, 1838, 1199, 1854]
- save-body: To form the habit of SAVING is to lay the foundation of wealth. Therefore start a savings account with us today. We do a general banking business.: [877, 779, 1228, 833]
- table-row: Total Liabilities $22467.95: [1080, 329, 1263, 340]
- table-row: Total admitted assets 22467.86: [1080, 298, 1263, 309]
- tolson-phone: Phone: Madison 3949: [502, 1389, 587, 1400]
- bishop-name: W. NORMAN BISHOP: [467, 869, 622, 887]
- school-boys-article: Endorsed by Superintendent West, and backed by the unanimous support of the principals, boys of the public schools have enthusiastically taken hold of the plan to form a base ball League. Entry blanks were put into the hands of the principals by Mr. John R. Clark of the Athletic League last week, and a representative who visited this week, reports there will be at least one team from each school and two or more teams from the larger schools. Schools presided over by the women principals show just as much interest as the others. School 109 of which Miss Annie Waters is principal, and 118 of which Mr. George W. Biddle is principal, got the jump on the others Tuesday, by having the honor of being the first to get in their entry blanks. Each school sent in a blank with the names of twenty boys to form a base ball team. Not to be out done by the schools in old town, the Arlington School at Denmore and Patapsco avenues, has declared its intention of putting one team in the League. In order to get the boys in shape for their coming games, Mr. Clark announces that a representative of the League, an old ball player, will be at the playgrounds to offer the necessary help every day, next week to give the boys a good practice and workout. Hours on school days will be from 3:30 to 6 P. M. and on Saturdays from 2 to 6 P. M. Youngsters who need coaching will do well to be on hand at Druid Hill Park playgrounds. Here is what some of the principals say about the League proposition: Mr. William Anderson, School 101, "I think it one of the best things ever in the schools." Mr. William Lee, 103, "It is a real fellow's game." Mr. John Woodhouse, 105, "One of the greatest things ever happened." Mr. George Owens, 106, "Boys are full of enthusiasm over the idea." Mr. Daniel Credit, 108, "A great thing." Miss Annie Waters, 109, "Very good idea." Mr. William McAbee, 110, "One of the best things ever happened in the public schools." Mr. George Murphy, 112, "Boys are all anxious to begin work." Mr. Gross, 115, "I will encourage the boys as much as possible." Mrs. Mary Rodman, 116, "I am as much interested in the organization as the boys." Mr. George Biddle, 118, "Our entry blanks are in." Mr. Grafton Brown 162, "We are the losers, our boys are too small, only the 6th grade." Mr. Joseph Lockerman, 100, "It gives a number of boys interest.": [36, 389, 234, 1043]
- maying-date: Sunday, May 1st, 1921: [1382, 61, 1540, 81]
- tolson-note: Houses sold in all sections of the city on rental plans. Also suburban homes For Sale: [464, 1421, 624, 1454]
- steamer-headline: STEAMER STARLIGHT: [1363, 311, 1559, 331]
- masthead: THE AFRO-AMERICAN: [36, 0, 1647, 22]
- nu-hair-agent: IVORA JONES, 330 N. Jonathan Street: [1375, 1638, 1548, 1652]
- statement-dept: Office of the State Insurance Department: [1093, 399, 1250, 410]
- nu-hair-postage: 5 Cts. Additional Postage: [1494, 1401, 1591, 1412]
- nu-hair-city: Hagerstown, Maryland.: [1410, 1652, 1513, 1665]
- for-sale-headline: FOR SALE: [717, 1515, 786, 1530]
- high-ridge-title: THE TITLE: [1026, 1535, 1100, 1551]
- alto-sub: ELECTRIC MASSAGING First class Workmanship Prompt Service: [678, 1301, 824, 1323]
- table-row: Total disbursements during the year $40774.25: [1080, 276, 1263, 298]
- nu-hair-mfg: MME. M. KING MFG. CO.: [1378, 1664, 1545, 1680]
- hatchett-address: 338 W. Preston St. Baltimore, Md.: [1078, 131, 1208, 142]
- save-ad: [860, 734, 1265, 995]
- montague-note: For terms write, phone or call: [283, 908, 397, 919]
- mcdonough-body: Building lots are going fast daily. We yet have a few more choice lots on hand. It would pay you to secure your lots now, as there is no other location of this kind in the City Limits and near the car lines for our people. The lots are close to all churches, stores and banks, which is very convenient to any person desiring a country home. These lots are sold on easy terms. They can be seen any afternoon during the week and on Sundays. Automobiles will convey you to and from the lots, by appointment, FREE OF CHARGE, or take the Ellicott City car going West and get off at Winters Ave., walk North three squares to the Old Frederick Road. The sooner you secure a lot the sooner you can build you a home. Agents on the premises afternoons and Sundays. The title of the property is guaranteed by the Maryland Title and Guarantee Company.: [1290, 1024, 1632, 1221]
- school-boys-headline: SCHOOL BOYS READY FOR BALL LEAGUE: [36, 25, 191, 221]
- weis-portrait: [876, 1025, 1046, 1254]
- weis-ad: [860, 1006, 1265, 1366]
- allen-name: Willard W. Allen: [489, 1249, 600, 1267]
- dates-table: [1276, 581, 1647, 945]
- high-ridge-headline: HIGH RIDGE PARK: [936, 1392, 1190, 1422]
- classified-ad: FOR RENT—3 rooms. Apply 1526 Pennsylvania Ave.: [860, 459, 1070, 483]
- salesman-body: If so apply L. E. MURRAY & SON, 878 Linden Ave. A chance to make $10 per day.: [653, 1396, 852, 1420]
- tolson-address: address 1934 Druid Hill ave: [490, 1400, 598, 1410]
